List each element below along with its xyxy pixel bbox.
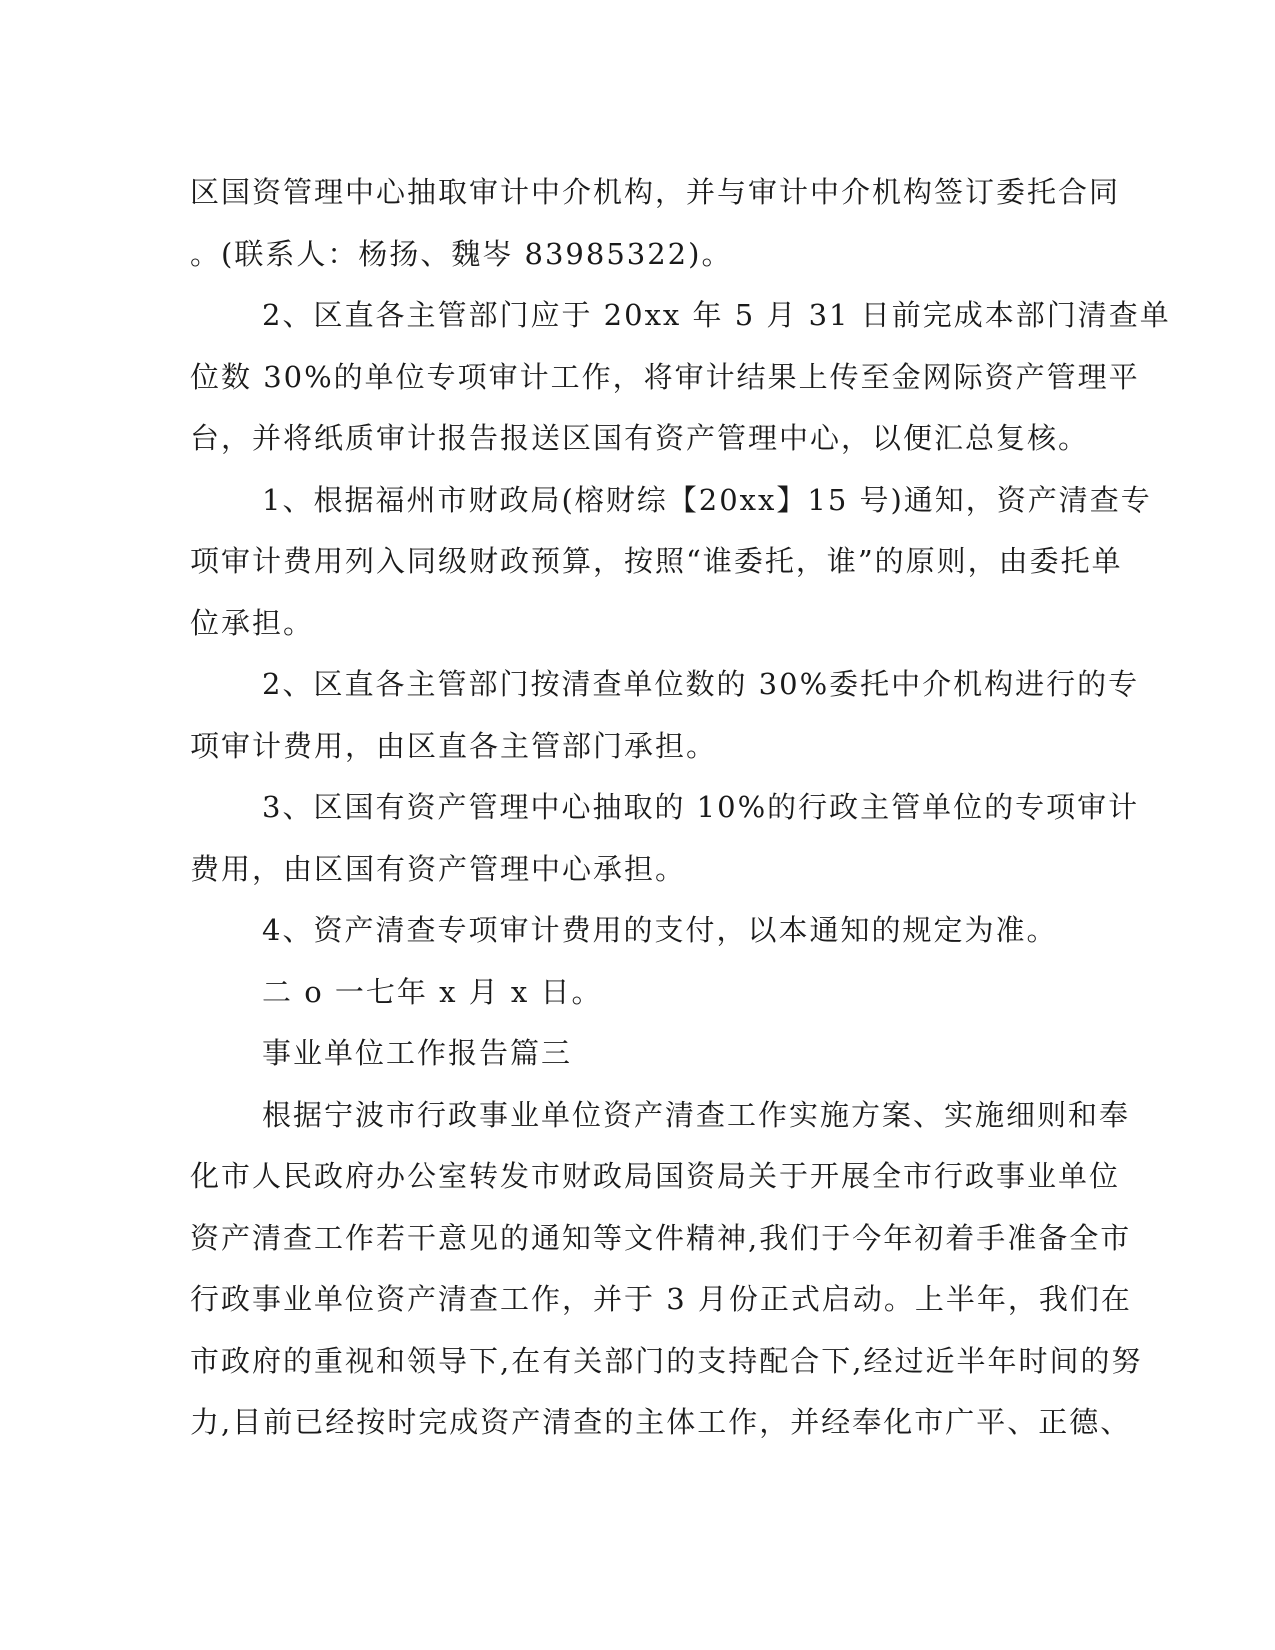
body-line-13: 4、资产清查专项审计费用的支付，以本通知的规定为准。	[262, 913, 1058, 947]
body-line-10: 项审计费用，由区直各主管部门承担。	[190, 728, 718, 763]
body-line-8: 位承担。	[190, 605, 315, 640]
body-line-21: 力,目前已经按时完成资产清查的主体工作，并经奉化市广平、正德、	[190, 1405, 1132, 1439]
date-line: 二 o 一七年 x 月 x 日。	[262, 974, 603, 1009]
body-line-11: 3、区国有资产管理中心抽取的 10%的行政主管单位的专项审计	[262, 790, 1140, 824]
body-line-18: 资产清查工作若干意见的通知等文件精神,我们于今年初着手准备全市	[190, 1220, 1132, 1255]
body-line-1: 区国资管理中心抽取审计中介机构，并与审计中介机构签订委托合同	[190, 175, 1121, 209]
body-line-17: 化市人民政府办公室转发市财政局国资局关于开展全市行政事业单位	[190, 1159, 1121, 1193]
body-line-19: 行政事业单位资产清查工作，并于 3 月份正式启动。上半年，我们在	[190, 1282, 1132, 1316]
body-line-9: 2、区直各主管部门按清查单位数的 30%委托中介机构进行的专	[262, 667, 1140, 701]
body-line-4: 位数 30%的单位专项审计工作，将审计结果上传至金网际资产管理平	[190, 359, 1140, 394]
body-line-5: 台，并将纸质审计报告报送区国有资产管理中心，以便汇总复核。	[190, 421, 1090, 455]
document-body	[190, 162, 1171, 1454]
body-line-2: 。(联系人：杨扬、魏岑 83985322)。	[190, 236, 733, 271]
body-line-7: 项审计费用列入同级财政预算，按照“谁委托，谁”的原则，由委托单	[190, 544, 1123, 578]
section-heading: 事业单位工作报告篇三	[262, 1036, 573, 1070]
body-line-20: 市政府的重视和领导下,在有关部门的支持配合下,经过近半年时间的努	[190, 1343, 1143, 1378]
body-line-16: 根据宁波市行政事业单位资产清查工作实施方案、实施细则和奉	[262, 1097, 1131, 1132]
body-line-12: 费用，由区国有资产管理中心承担。	[190, 851, 687, 886]
body-line-6: 1、根据福州市财政局(榕财综【20xx】15 号)通知，资产清查专	[262, 482, 1152, 517]
body-line-3: 2、区直各主管部门应于 20xx 年 5 月 31 日前完成本部门清查单	[262, 298, 1171, 332]
